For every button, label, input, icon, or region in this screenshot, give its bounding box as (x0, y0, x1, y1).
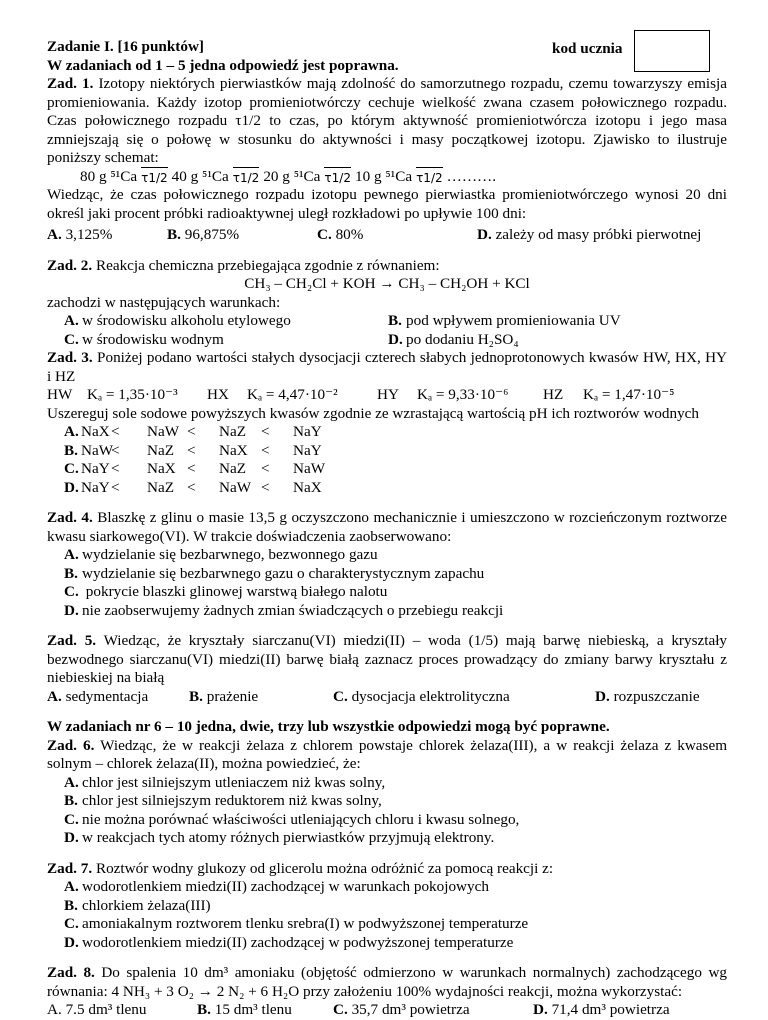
page (47, 38, 727, 1020)
task-2-equation: CH₃ – CH₂Cl + KOH → CH₃ – CH₂OH + KCl (244, 275, 530, 292)
answer-4a[interactable]: A. wydzielanie się bezbarwnego, bezwonnego gazu (64, 546, 378, 563)
task-2-conditions: zachodzi w następujących warunkach: (47, 293, 281, 311)
task-2-row-1 (47, 312, 727, 331)
task-5-text: Zad. 5. Wiedząc, że kryształy siarczanu(VI) miedzi(II) – woda (1/5) mają barwę niebieską, a kryształy bezwodnego siarczanu(VI) miedzi(II) barwę białą zaznacz proces prowadzący do zmiany barwy kryształu z niebieskiej na białą (47, 632, 728, 686)
answer-1d[interactable]: D. zależy od masy próbki pierwotnej (477, 226, 702, 243)
answer-1a[interactable]: A. 3,125% (47, 226, 113, 243)
answer-8a[interactable]: A. 7.5 dm³ tlenu (47, 1001, 147, 1018)
answer-2c[interactable]: C. w środowisku wodnym (64, 330, 224, 348)
acid-constants: HW Kₐ = 1,35·10⁻³ HX Kₐ = 4,47·10⁻² HY Kₐ = 9,33·10⁻⁶ HZ Kₐ = 1,47·10⁻⁵ (47, 386, 675, 403)
answer-6c[interactable]: C. nie można porównać właściwości utleniających chloru i kwasu solnego, (64, 810, 520, 828)
answer-8b[interactable]: B. 15 dm³ tlenu (197, 1001, 292, 1018)
answer-2a[interactable]: A. w środowisku alkoholu etylowego (64, 312, 291, 329)
answer-7a[interactable]: A. wodorotlenkiem miedzi(II) zachodzącej w warunkach pokojowych (64, 878, 489, 895)
answer-8d[interactable]: D. 71,4 dm³ powietrza (533, 1001, 670, 1018)
answer-1c[interactable]: C. 80% (317, 226, 364, 243)
task-2-text: Zad. 2. Reakcja chemiczna przebiegająca zgodnie z równaniem: (47, 256, 440, 274)
answer-3a[interactable]: A. NaX < NaW < NaZ < NaY (64, 423, 322, 440)
task-1-text: Zad. 1. Izotopy niektórych pierwiastków mają zdolność do samorzutnego rozpadu, czemu towarzyszy emisja promieniowania. Każdy izotop promieniotwórczy cechuje wielkość zwana czasem połowicznego rozpadu. Czas połowicznego rozpadu τ1/2 to czas, po którym aktywność promieniotwórcza izotopu i jego masa zmniejszają się o połowę w stosunku do aktywności i masy początkowej izotopu. Zjawisko to ilustruje poniższy schemat: (47, 75, 728, 166)
answer-5b[interactable]: B. prażenie (189, 687, 259, 705)
decay-scheme: 80 g ⁵¹Ca τ1/2 40 g ⁵¹Ca τ1/2 20 g ⁵¹Ca τ1/2 10 g ⁵¹Ca τ1/2 ………. (47, 168, 727, 187)
task-3-text: Zad. 3. Poniżej podano wartości stałych dysocjacji czterech słabych jednoprotonowych kwasów HW, HX, HY i HZ (47, 349, 728, 385)
answer-6b[interactable]: B. chlor jest silniejszym reduktorem niż kwas solny, (64, 792, 382, 809)
task-1-answers (47, 226, 727, 245)
answer-6d[interactable]: D. w reakcjach tych atomy różnych pierwiastków przyjmują elektrony. (64, 829, 495, 846)
answer-3d[interactable]: D. NaY < NaZ < NaW < NaX (64, 478, 322, 496)
task-5-answers (47, 688, 727, 707)
section-1-heading: W zadaniach od 1 – 5 jedna odpowiedź jest poprawna. (47, 56, 399, 74)
task-4-text: Zad. 4. Blaszkę z glinu o masie 13,5 g oczyszczono mechanicznie i umieszczono w rozcieńczonym roztworze kwasu siarkowego(VI). W trakcie doświadczenia zaobserwowano: (47, 509, 728, 545)
answer-5d[interactable]: D. rozpuszczanie (595, 687, 700, 705)
task-3-question: Uszereguj sole sodowe powyższych kwasów zgodnie ze wzrastającą wartością pH ich roztworów wodnych (47, 404, 699, 422)
task-2-row-2 (47, 331, 727, 350)
answer-6a[interactable]: A. chlor jest silniejszym utleniaczem niż kwas solny, (64, 773, 386, 791)
answer-2b[interactable]: B. pod wpływem promieniowania UV (388, 312, 621, 329)
answer-4d[interactable]: D. nie zaobserwujemy żadnych zmian świadczących o przebiegu reakcji (64, 601, 504, 619)
answer-4b[interactable]: B. wydzielanie się bezbarwnego gazu o charakterystycznym zapachu (64, 564, 485, 582)
task-1-question: Wiedząc, że czas połowicznego rozpadu izotopu pewnego pierwiastka promieniotwórczego wynosi 20 dni określ jaki procent próbki radioaktywnej uległ rozkładowi po upływie 100 dni: (47, 186, 727, 222)
answer-1b[interactable]: B. 96,875% (167, 226, 240, 243)
code-label: kod ucznia (552, 40, 623, 57)
answer-2d[interactable]: D. po dodaniu H₂SO₄ (388, 330, 519, 348)
task-7-text: Zad. 7. Roztwór wodny glukozy od glicerolu można odróżnić za pomocą reakcji z: (47, 859, 554, 877)
answer-4c[interactable]: C. pokrycie blaszki glinowej warstwą białego nalotu (64, 583, 388, 600)
task-6-text: Zad. 6. Wiedząc, że w reakcji żelaza z chlorem powstaje chlorek żelaza(III), a w reakcji żelaza z kwasem solnym – chlorek żelaza(II), można powiedzieć, że: (47, 736, 728, 772)
task-8-answers (47, 1001, 727, 1020)
exam-title: Zadanie I. [16 punktów] (47, 38, 204, 55)
answer-7c[interactable]: C. amoniakalnym roztworem tlenku srebra(I) w podwyższonej temperaturze (64, 915, 529, 932)
answer-3c[interactable]: C. NaY < NaX < NaZ < NaW (64, 460, 326, 477)
section-2-heading: W zadaniach nr 6 – 10 jedna, dwie, trzy lub wszystkie odpowiedzi mogą być poprawne. (47, 718, 610, 735)
answer-5c[interactable]: C. dysocjacja elektrolityczna (333, 687, 510, 705)
answer-8c[interactable]: C. 35,7 dm³ powietrza (333, 1001, 470, 1018)
task-8-text: Zad. 8. Do spalenia 10 dm³ amoniaku (objętość odmierzono w warunkach normalnych) zachodzącego wg równania: 4 NH₃ + 3 O₂ → 2 N₂ + 6 H₂O przy założeniu 100% wydajności reakcji, można wykorzystać: (47, 964, 728, 1000)
answer-3b[interactable]: B. NaW < NaZ < NaX < NaY (64, 441, 322, 459)
answer-5a[interactable]: A. sedymentacja (47, 687, 149, 705)
answer-7b[interactable]: B. chlorkiem żelaza(III) (64, 896, 211, 914)
answer-7d[interactable]: D. wodorotlenkiem miedzi(II) zachodzącej w podwyższonej temperaturze (64, 933, 514, 951)
